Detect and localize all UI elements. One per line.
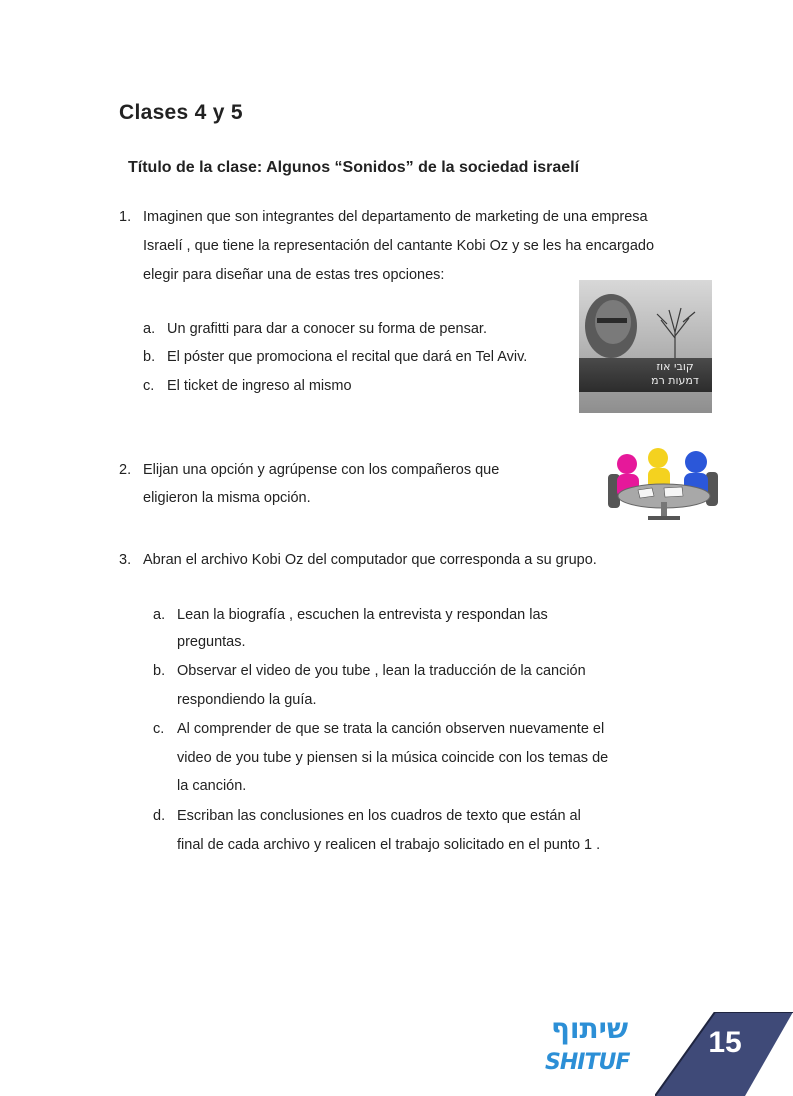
item-2-line-2: eligieron la misma opción. (143, 490, 311, 506)
item-2-number: 2. (119, 462, 132, 478)
item-2-line-1: 2. Elijan una opción y agrúpense con los compañeros que (119, 456, 499, 485)
subitem-c-line-1: c. Al comprender de que se trata la canción observen nuevamente el (153, 721, 605, 737)
item-1-line-2: Israelí , que tiene la representación del cantante Kobi Oz y se les ha encargado (143, 238, 655, 254)
subitem-c-line-3: la canción. (177, 778, 247, 794)
page-number: 15 (708, 1026, 742, 1059)
subitem-c-line-2: video de you tube y piensen si la música coincide con los temas de (177, 750, 609, 766)
subitem-d-line-2: final de cada archivo y realicen el trabajo solicitado en el punto 1 . (177, 837, 601, 853)
logo-latin: SHITUF (545, 1050, 630, 1075)
group-table-illustration (608, 446, 720, 524)
subitem-b-line-2: respondiendo la guía. (177, 692, 317, 708)
item-1-line-1: 1. Imaginen que son integrantes del departamento de marketing de una empresa (119, 203, 648, 232)
item-1-number: 1. (119, 209, 132, 225)
option-b: b. El póster que promociona el recital que dará en Tel Aviv. (143, 349, 528, 365)
option-a: a. Un grafitti para dar a conocer su forma de pensar. (143, 321, 487, 337)
item-1-line-3: elegir para diseñar una de estas tres opciones: (143, 267, 445, 283)
shituf-logo (543, 1012, 648, 1084)
option-c: c. El ticket de ingreso al mismo (143, 378, 352, 394)
logo-hebrew: שיתוף (551, 1012, 629, 1045)
album-cover-image (579, 280, 712, 413)
lesson-title: Título de la clase: Algunos “Sonidos” de la sociedad israelí (128, 159, 580, 176)
page-heading: Clases 4 y 5 (119, 101, 243, 124)
album-title: קובי אוז דמעות רמ (651, 360, 699, 387)
subitem-a-line-2: preguntas. (177, 634, 246, 650)
subitem-a-line-1: a. Lean la biografía , escuchen la entrevista y respondan las (153, 607, 548, 623)
subitem-b-line-1: b. Observar el video de you tube , lean la traducción de la canción (153, 663, 586, 679)
item-3-number: 3. (119, 552, 132, 568)
item-3-line: 3. Abran el archivo Kobi Oz del computador que corresponda a su grupo. (119, 546, 597, 575)
subitem-d-line-1: d. Escriban las conclusiones en los cuadros de texto que están al (153, 808, 581, 824)
